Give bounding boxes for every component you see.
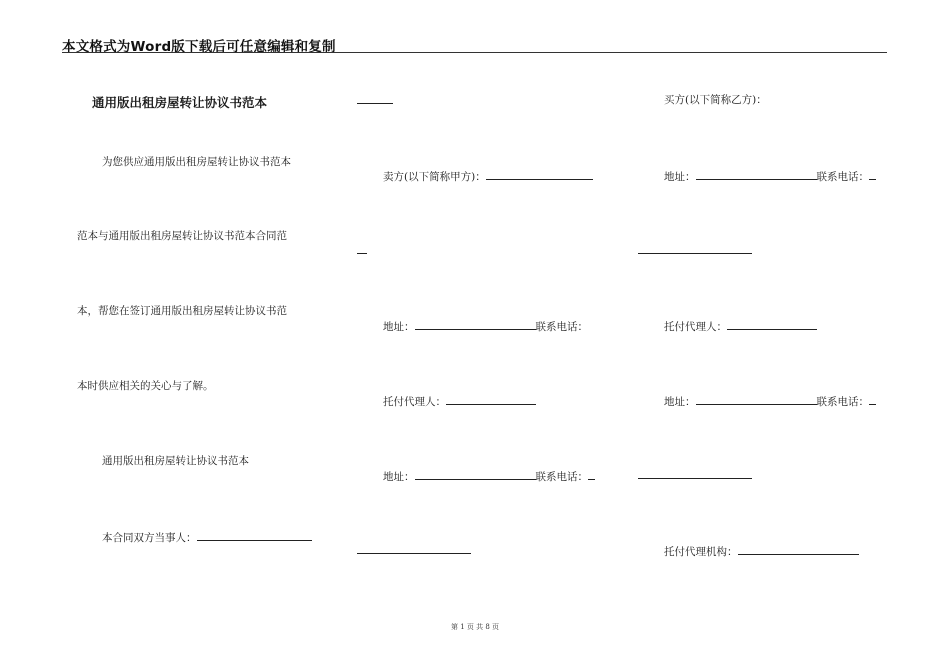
- buyer-agent-blank[interactable]: [727, 318, 817, 330]
- intro-line-1: 为您供应通用版出租房屋转让协议书范本: [102, 156, 291, 168]
- seller-agent-address-blank[interactable]: [415, 468, 536, 480]
- seller-agent-address-row: [383, 468, 595, 484]
- page-number: 第 1 页 共 8 页: [450, 623, 500, 631]
- top-blank-line[interactable]: [357, 103, 393, 104]
- buyer-address-label: 地址：: [664, 171, 696, 183]
- seller-address-row: [383, 318, 588, 334]
- seller-agent-address-label: 地址：: [383, 471, 415, 483]
- buyer-address-row: [664, 168, 876, 184]
- seller-agent-blank[interactable]: [446, 393, 536, 405]
- buyer-label: 买方(以下简称乙方)：: [664, 94, 767, 106]
- seller-agent-phone-line[interactable]: [357, 553, 471, 554]
- seller-address-blank[interactable]: [415, 318, 536, 330]
- seller-agent-phone-blank[interactable]: [588, 468, 595, 480]
- buyer-agent-phone-blank[interactable]: [869, 393, 876, 405]
- agency-row: [664, 543, 859, 559]
- buyer-address-blank[interactable]: [696, 168, 817, 180]
- parties-label: 本合同双方当事人：: [102, 532, 197, 544]
- buyer-agent-phone-label: 联系电话：: [816, 396, 869, 408]
- seller-phone-label: 联系电话：: [535, 321, 588, 333]
- buyer-phone-label: 联系电话：: [816, 171, 869, 183]
- seller-label: 卖方(以下简称甲方)：: [383, 171, 486, 183]
- seller-row: [383, 168, 593, 184]
- buyer-phone-line[interactable]: [638, 253, 752, 254]
- agency-label: 托付代理机构：: [664, 546, 738, 558]
- buyer-agent-address-row: [664, 393, 876, 409]
- seller-agent-phone-label: 联系电话：: [535, 471, 588, 483]
- buyer-phone-blank[interactable]: [869, 168, 876, 180]
- buyer-agent-address-blank[interactable]: [696, 393, 817, 405]
- document-title: 通用版出租房屋转让协议书范本: [92, 95, 268, 110]
- intro-line-2: 范本与通用版出租房屋转让协议书范本合同范: [77, 230, 287, 242]
- seller-agent-row: [383, 393, 536, 409]
- seller-continuation-line[interactable]: [357, 253, 367, 254]
- parties-row: [102, 529, 312, 545]
- document-banner: 本文格式为Word版下载后可任意编辑和复制: [62, 39, 336, 55]
- buyer-agent-row: [664, 318, 817, 334]
- agency-blank[interactable]: [738, 543, 859, 555]
- buyer-agent-address-label: 地址：: [664, 396, 696, 408]
- banner-divider: [62, 52, 887, 53]
- intro-line-3: 本，帮您在签订通用版出租房屋转让协议书范: [77, 305, 287, 317]
- buyer-agent-label: 托付代理人：: [664, 321, 727, 333]
- seller-agent-label: 托付代理人：: [383, 396, 446, 408]
- seller-blank[interactable]: [486, 168, 593, 180]
- parties-blank[interactable]: [197, 529, 312, 541]
- intro-line-4: 本时供应相关的关心与了解。: [77, 380, 214, 392]
- section-heading: 通用版出租房屋转让协议书范本: [102, 455, 249, 467]
- buyer-agent-phone-line[interactable]: [638, 478, 752, 479]
- seller-address-label: 地址：: [383, 321, 415, 333]
